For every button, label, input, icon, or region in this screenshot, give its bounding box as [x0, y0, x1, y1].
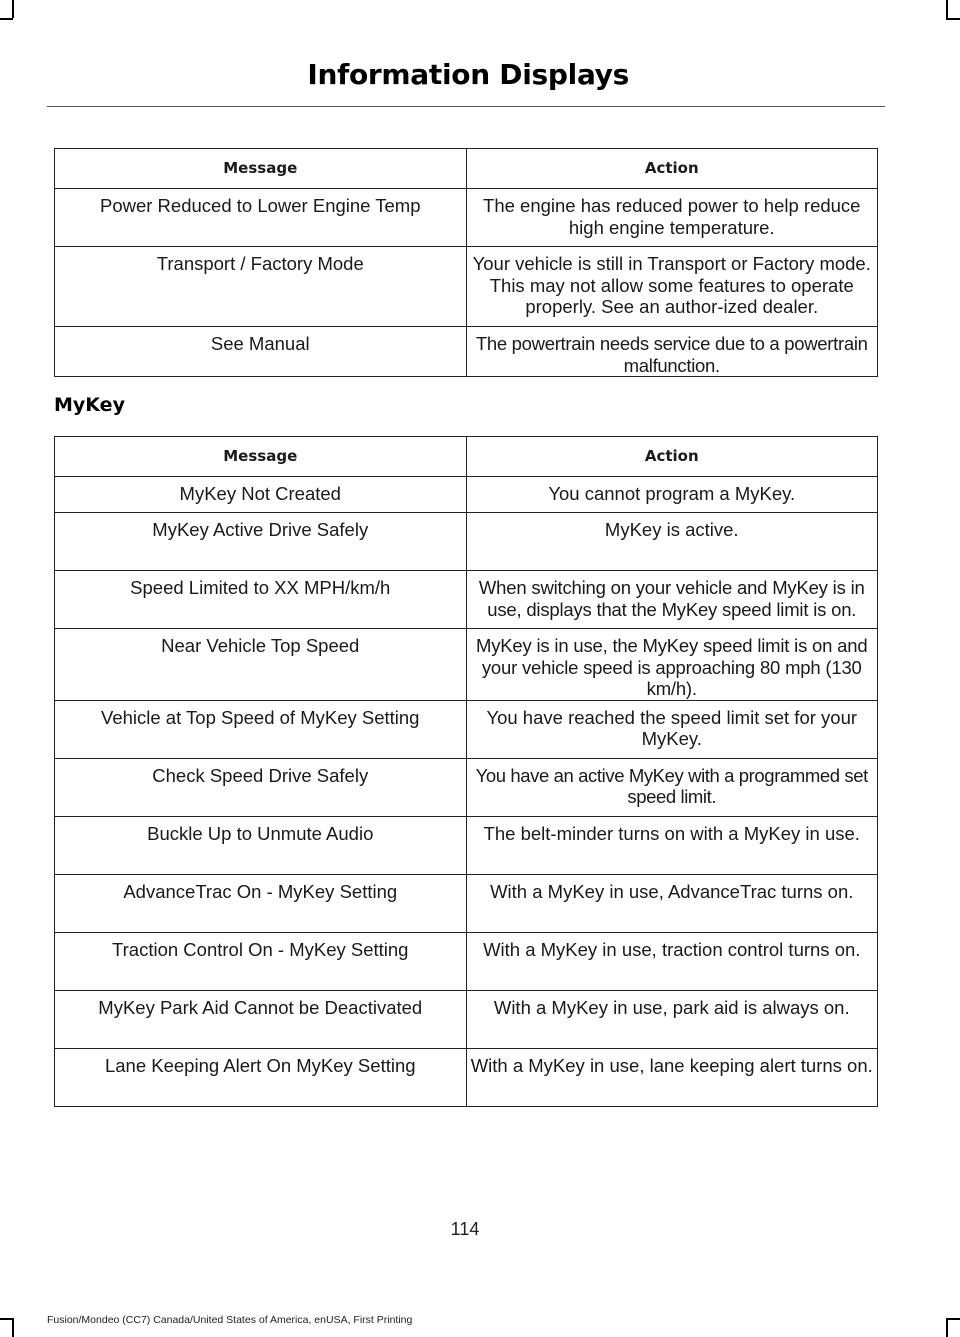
section-heading: MyKey	[54, 394, 125, 416]
action-cell: MyKey is active.	[466, 513, 878, 571]
message-cell: See Manual	[55, 327, 467, 377]
action-cell: You cannot program a MyKey.	[466, 477, 878, 513]
action-cell: MyKey is in use, the MyKey speed limit is on and your vehicle speed is approaching 80 mph (130 km/h).	[466, 629, 878, 701]
message-cell: AdvanceTrac On - MyKey Setting	[55, 874, 467, 932]
crop-mark	[12, 1318, 14, 1337]
message-cell: Vehicle at Top Speed of MyKey Setting	[55, 700, 467, 758]
table-row	[55, 1048, 878, 1106]
action-cell: With a MyKey in use, traction control turns on.	[466, 932, 878, 990]
message-cell: Traction Control On - MyKey Setting	[55, 932, 467, 990]
table-row	[55, 874, 878, 932]
action-cell: With a MyKey in use, park aid is always on.	[466, 990, 878, 1048]
message-cell: Power Reduced to Lower Engine Temp	[55, 189, 467, 247]
action-cell: The engine has reduced power to help reduce high engine temperature.	[466, 189, 878, 247]
table-row	[55, 629, 878, 701]
crop-mark	[946, 1318, 960, 1320]
action-cell: You have an active MyKey with a programmed set speed limit.	[466, 758, 878, 816]
table-row	[55, 990, 878, 1048]
table-row	[55, 758, 878, 816]
crop-mark	[0, 1318, 13, 1320]
crop-mark	[946, 18, 960, 20]
action-cell: Your vehicle is still in Transport or Factory mode. This may not allow some features to operate properly. See an author-ized dealer.	[466, 247, 878, 327]
table-row	[55, 932, 878, 990]
message-cell: Near Vehicle Top Speed	[55, 629, 467, 701]
mykey-messages-table	[54, 436, 878, 1107]
table-row	[55, 571, 878, 629]
column-header-action: Action	[466, 437, 878, 477]
table-row	[55, 327, 878, 377]
page-number: 114	[450, 1219, 480, 1239]
print-info: Fusion/Mondeo (CC7) Canada/United States of America, enUSA, First Printing	[47, 1314, 413, 1326]
action-cell: With a MyKey in use, AdvanceTrac turns on.	[466, 874, 878, 932]
crop-mark	[12, 0, 14, 18]
action-cell: You have reached the speed limit set for your MyKey.	[466, 700, 878, 758]
message-cell: Transport / Factory Mode	[55, 247, 467, 327]
table-row	[55, 513, 878, 571]
action-cell: The belt-minder turns on with a MyKey in use.	[466, 816, 878, 874]
message-cell: MyKey Park Aid Cannot be Deactivated	[55, 990, 467, 1048]
page-title: Information Displays	[307, 58, 629, 91]
table-row	[55, 816, 878, 874]
table-row	[55, 247, 878, 327]
crop-mark	[0, 18, 13, 20]
action-cell: The powertrain needs service due to a powertrain malfunction.	[466, 327, 878, 377]
header-divider	[47, 106, 885, 107]
message-cell: MyKey Not Created	[55, 477, 467, 513]
table-row	[55, 477, 878, 513]
crop-mark	[946, 0, 948, 18]
action-cell: With a MyKey in use, lane keeping alert turns on.	[466, 1048, 878, 1106]
message-cell: Speed Limited to XX MPH/km/h	[55, 571, 467, 629]
table-header-row	[55, 149, 878, 189]
table-row	[55, 700, 878, 758]
table-row	[55, 189, 878, 247]
message-cell: Check Speed Drive Safely	[55, 758, 467, 816]
column-header-message: Message	[55, 149, 467, 189]
column-header-action: Action	[466, 149, 878, 189]
message-cell: Buckle Up to Unmute Audio	[55, 816, 467, 874]
message-cell: MyKey Active Drive Safely	[55, 513, 467, 571]
crop-mark	[946, 1318, 948, 1337]
message-cell: Lane Keeping Alert On MyKey Setting	[55, 1048, 467, 1106]
messages-table	[54, 148, 878, 377]
column-header-message: Message	[55, 437, 467, 477]
table-header-row	[55, 437, 878, 477]
action-cell: When switching on your vehicle and MyKey is in use, displays that the MyKey speed limit is on.	[466, 571, 878, 629]
